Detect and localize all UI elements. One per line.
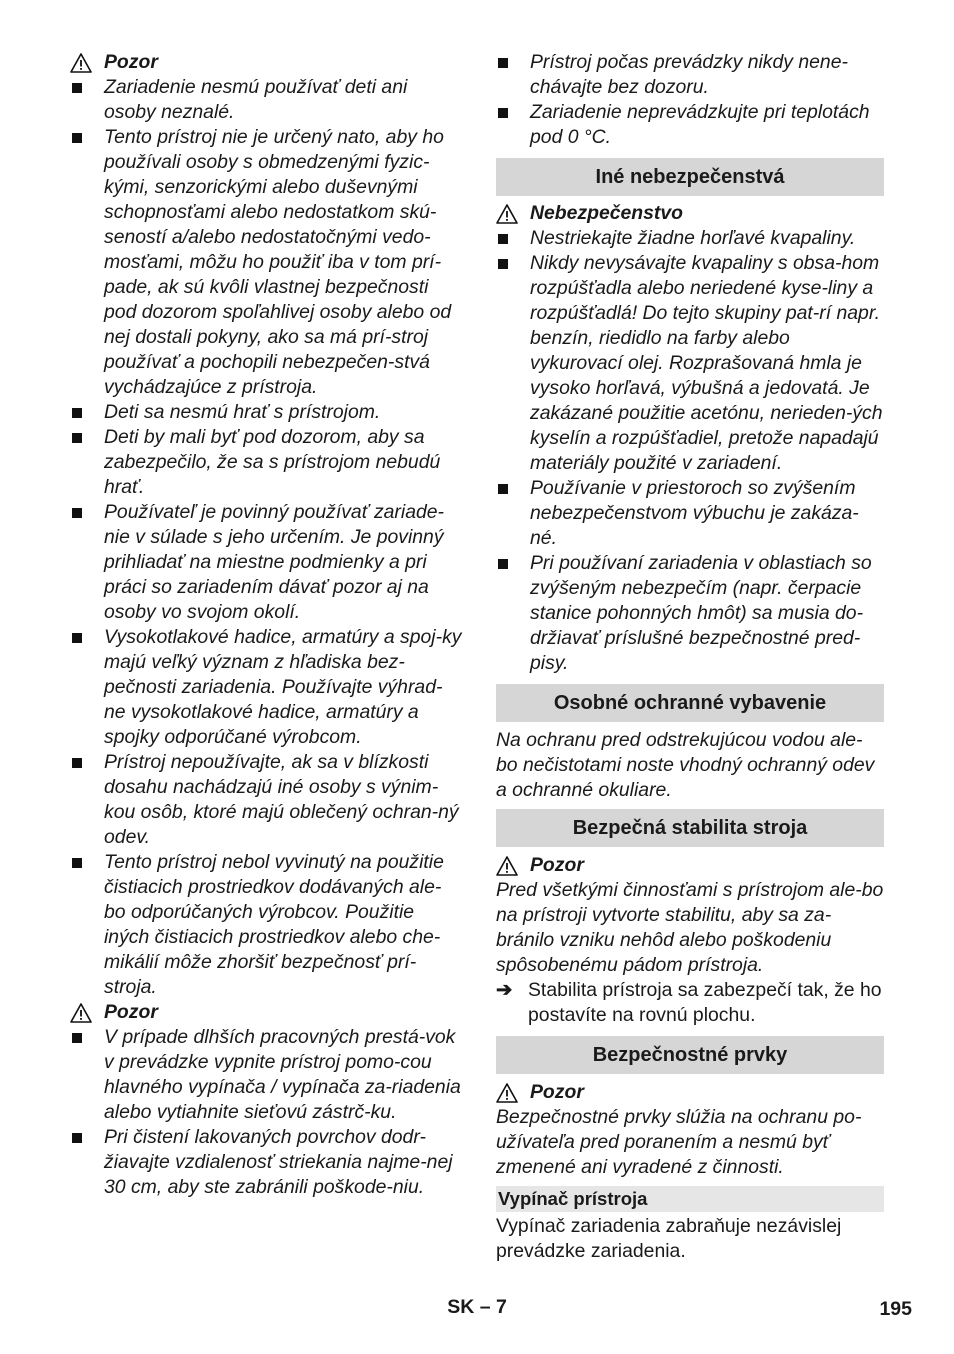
page-number: 195 (879, 1298, 912, 1320)
list-item: Deti sa nesmú hrať s prístrojom. (70, 400, 462, 425)
bullet-square-icon (70, 425, 104, 500)
list-item: Pri čistení lakovaných povrchov dodr-žiavajte vzdialenosť striekania najme-nej 30 cm, aby ste zabránili poškode-niu. (70, 1125, 462, 1200)
warning-heading (496, 201, 884, 226)
bullet-square-icon (70, 750, 104, 850)
section-heading: Bezpečnostné prvky (496, 1036, 884, 1074)
warning-triangle-icon (496, 204, 530, 224)
arrow-right-icon: ➔ (496, 979, 513, 1001)
list-item: V prípade dlhších pracovných prestá-vok v prevádzke vypnite prístroj pomo-cou hlavného vypínača / vypínača za-riadenia alebo vytiahnite sieťovú zástrč-ku. (70, 1025, 462, 1125)
warning-heading (70, 1000, 462, 1025)
bullet-square-icon (70, 125, 104, 400)
warning-label: Pozor (104, 51, 158, 73)
right-column (496, 50, 884, 1264)
paragraph: Vypínač zariadenia zabraňuje nezávislej prevádzke zariadenia. (496, 1215, 842, 1262)
warning-heading (70, 50, 462, 75)
warning-label: Pozor (530, 1081, 584, 1103)
warning-label: Nebezpečenstvo (530, 202, 684, 224)
list-item: Zariadenie neprevádzkujte pri teplotách pod 0 °C. (496, 100, 884, 150)
bullet-square-icon (70, 850, 104, 1000)
list-item: Prístroj počas prevádzky nikdy nene-chávajte bez dozoru. (496, 50, 884, 100)
footer-section-label: SK – 7 (447, 1296, 507, 1318)
warning-triangle-icon (70, 53, 104, 73)
section-heading: Iné nebezpečenstvá (496, 158, 884, 196)
bullet-square-icon (496, 476, 530, 551)
subsection-heading: Vypínač prístroja (496, 1186, 884, 1212)
warning-triangle-icon (70, 1003, 104, 1023)
bullet-square-icon (496, 100, 530, 150)
bullet-square-icon (496, 226, 530, 251)
section-heading: Osobné ochranné vybavenie (496, 684, 884, 722)
list-item: Tento prístroj nebol vyvinutý na použitie čistiacich prostriedkov dodávaných ale-bo odporúčaných výrobcov. Použitie iných čistiacich prostriedkov alebo che-mikálií môže zhoršiť bezpečnosť prí-stroja. (70, 850, 462, 1000)
warning-heading (496, 1080, 884, 1105)
list-item: Deti by mali byť pod dozorom, aby sa zabezpečilo, že sa s prístrojom nebudú hrať. (70, 425, 462, 500)
list-item: Používateľ je povinný používať zariade-nie v súlade s jeho určením. Je povinný prihliadať na miestne podmienky a pri práci so zariadením dávať pozor aj na osoby vo svojom okolí. (70, 500, 462, 625)
bullet-square-icon (496, 50, 530, 100)
list-item: Zariadenie nesmú používať deti ani osoby neznalé. (70, 75, 462, 125)
list-item: Prístroj nepoužívajte, ak sa v blízkosti dosahu nachádzajú iné osoby s výnim-kou osôb, ktoré majú oblečený ochran-ný odev. (70, 750, 462, 850)
bullet-square-icon (496, 551, 530, 676)
instruction-step: ➔ Stabilita prístroja sa zabezpečí tak, že ho postavíte na rovnú plochu. (496, 979, 882, 1026)
warning-heading (496, 853, 884, 878)
paragraph: Na ochranu pred odstrekujúcou vodou ale-bo nečistotami noste vhodný ochranný odev a ochranné okuliare. (496, 729, 875, 801)
list-item: Nikdy nevysávajte kvapaliny s obsa-hom rozpúšťadla alebo neriedené kyse-liny a rozpúšťadlá! Do tejto skupiny pat-rí napr. benzín, riedidlo na farby alebo vykurovací olej. Rozprašovaná hmla je vysoko horľavá, výbušná a jedovatá. Je zakázané použitie acetónu, nerieden-ých kyselín a rozpúšťadiel, pretože napadajú materiály použité v zariadení. (496, 251, 884, 476)
bullet-square-icon (70, 400, 104, 425)
bullet-square-icon (70, 500, 104, 625)
bullet-square-icon (70, 1025, 104, 1125)
paragraph: Pred všetkými činnosťami s prístrojom ale-bo na prístroji vytvorte stabilitu, aby sa za-bránilo vzniku nehôd alebo poškodeniu spôsobenému pádom prístroja. (496, 879, 884, 976)
list-item: Nestriekajte žiadne horľavé kvapaliny. (496, 226, 884, 251)
list-item: Vysokotlakové hadice, armatúry a spoj-ky majú veľký význam z hľadiska bez-pečnosti zariadenia. Používajte výhrad-ne vysokotlakové hadice, armatúry a spojky odporúčané výrobcom. (70, 625, 462, 750)
left-column (70, 50, 462, 1200)
list-item: Používanie v priestoroch so zvýšením nebezpečenstvom výbuchu je zakáza-né. (496, 476, 884, 551)
bullet-square-icon (70, 625, 104, 750)
warning-triangle-icon (496, 856, 530, 876)
bullet-square-icon (70, 1125, 104, 1200)
list-item: Pri používaní zariadenia v oblastiach so zvýšeným nebezpečím (napr. čerpacie stanice pohonných hmôt) sa musia do-držiavať príslušné bezpečnostné pred-pisy. (496, 551, 884, 676)
bullet-square-icon (496, 251, 530, 476)
warning-label: Pozor (104, 1001, 158, 1023)
warning-label: Pozor (530, 854, 584, 876)
section-heading: Bezpečná stabilita stroja (496, 809, 884, 847)
warning-triangle-icon (496, 1083, 530, 1103)
paragraph: Bezpečnostné prvky slúžia na ochranu po-užívateľa pred poranením a nesmú byť zmenené ani vyradené z činnosti. (496, 1106, 862, 1178)
list-item: Tento prístroj nie je určený nato, aby ho používali osoby s obmedzenými fyzic-kými, senzorickými alebo duševnými schopnosťami alebo nedostatkom skú-seností a/alebo nedostatočnými vedo-mosťami, môžu ho použiť iba v tom prí-pade, ak sú kvôli vlastnej bezpečnosti pod dozorom spoľahlivej osoby alebo od nej dostali pokyny, ako sa má prí-stroj používať a pochopili nebezpečen-stvá vychádzajúce z prístroja. (70, 125, 462, 400)
bullet-square-icon (70, 75, 104, 125)
